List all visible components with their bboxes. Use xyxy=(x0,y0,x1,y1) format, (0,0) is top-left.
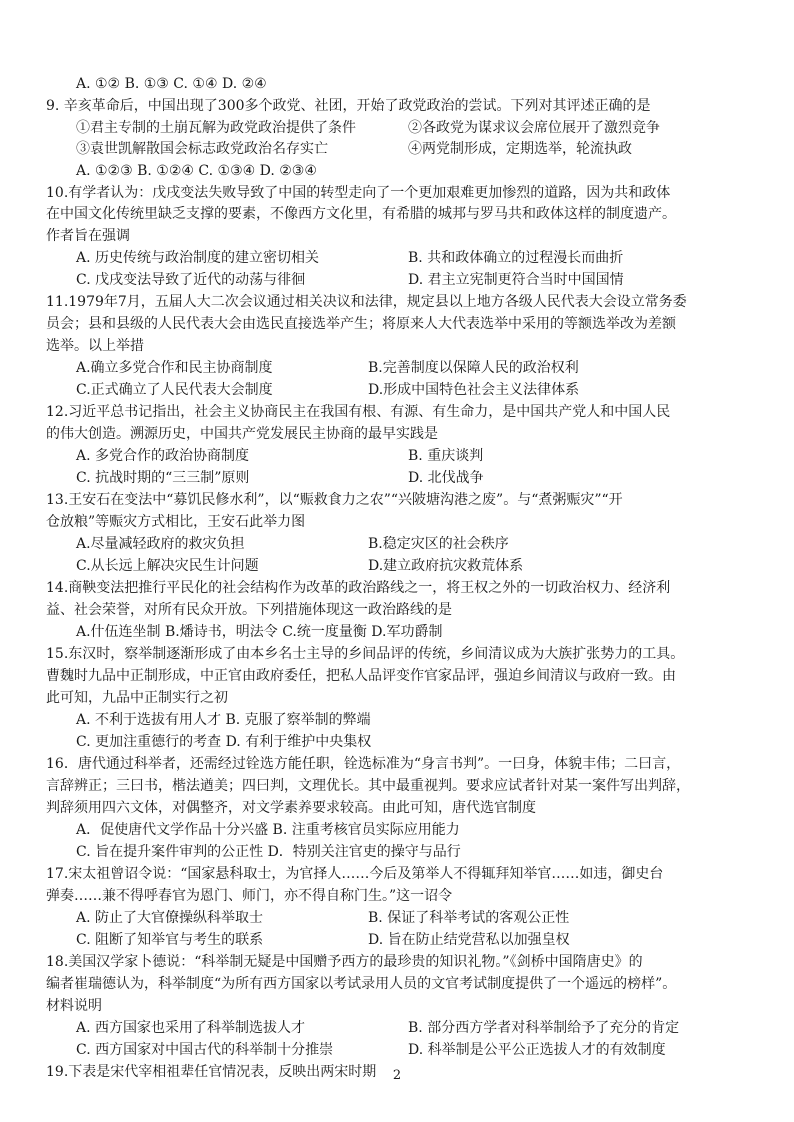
q9-stem: 9. 辛亥革命后，中国出现了300多个政党、社团，开始了政党政治的尝试。下列对其评述正确的是 xyxy=(46,98,651,114)
q17-option-d: D. 旨在防止结党营私以加强皇权 xyxy=(368,932,570,948)
q9-statement: ③袁世凯解散国会标志政党政治名存实亡 xyxy=(76,141,328,157)
q9-statement: ①君主专制的土崩瓦解为政党政治提供了条件 xyxy=(76,120,356,136)
q15-stem: 曹魏时九品中正制形成，中正官由政府委任，把私人品评变作官家品评，强迫乡间清议与政府一致。由 xyxy=(46,668,676,684)
q17-option-b: B. 保证了科举考试的客观公正性 xyxy=(368,910,570,926)
q18-option-d: D. 科举制是公平公正选拔人才的有效制度 xyxy=(408,1042,666,1058)
q17-option-a: A. 防止了大官僚操纵科举取士 xyxy=(76,910,264,926)
q15-options: A. 不利于选拔有用人才 B. 克服了察举制的弊端 xyxy=(76,712,371,728)
q15-options: C. 更加注重德行的考查 D. 有利于维护中央集权 xyxy=(76,734,372,750)
q15-stem: 此可知，九品中正制实行之初 xyxy=(46,690,228,706)
q16-stem: 判辞须用四六文体，对偶整齐，对文学素养要求较高。由此可知，唐代选官制度 xyxy=(46,800,536,816)
q19-stem: 19.下表是宋代宰相祖辈任官情况表，反映出两宋时期 xyxy=(46,1064,377,1080)
q13-stem: 仓放粮”等赈灾方式相比，王安石此举力图 xyxy=(46,514,306,530)
q13-option-d: D.建立政府抗灾救荒体系 xyxy=(368,558,524,574)
q10-option-a: A. 历史传统与政治制度的建立密切相关 xyxy=(76,250,320,266)
q11-stem: 11.1979年7月，五届人大二次会议通过相关决议和法律，规定县以上地方各级人民代表大会设立常务委 xyxy=(46,294,687,310)
q8-options: A. ①② B. ①③ C. ①④ D. ②④ xyxy=(76,76,267,92)
q18-stem: 18.美国汉学家卜德说：“科举制无疑是中国赠予西方的最珍贵的知识礼物。”《剑桥中国隋唐史》的 xyxy=(46,954,643,970)
q12-option-c: C. 抗战时期的“三三制”原则 xyxy=(76,470,250,486)
q9-statement: ④两党制形成，定期选举，轮流执政 xyxy=(408,141,632,157)
q9-options: A. ①②③ B. ①②④ C. ①③④ D. ②③④ xyxy=(76,163,317,179)
q16-options: C. 旨在提升案件审判的公正性 D．特别关注官吏的操守与品行 xyxy=(76,844,461,860)
q14-stem: 益、社会荣誉，对所有民众开放。下列措施体现这一政治路线的是 xyxy=(46,602,452,618)
q11-stem: 员会；县和县级的人民代表大会由选民直接选举产生；将原来人大代表选举中采用的等额选举改为差额 xyxy=(46,316,676,332)
q18-stem: 编者崔瑞德认为，科举制度“为所有西方国家以考试录用人员的文官考试制度提供了一个遥远的榜样”。 xyxy=(46,976,677,992)
q14-options: A.什伍连坐制 B.燔诗书，明法令 C.统一度量衡 D.军功爵制 xyxy=(76,624,443,640)
q11-option-c: C.正式确立了人民代表大会制度 xyxy=(76,382,273,398)
q9-statement: ②各政党为谋求议会席位展开了激烈竞争 xyxy=(408,120,660,136)
q15-stem: 15.东汉时，察举制逐渐形成了由本乡名士主导的乡间品评的传统，乡间清议成为大族扩张势力的工具。 xyxy=(46,646,685,662)
q11-option-d: D.形成中国特色社会主义法律体系 xyxy=(368,382,580,398)
q10-stem: 作者旨在强调 xyxy=(46,228,130,244)
q16-stem: 言辞辨正；三曰书，楷法遒美；四曰判，文理优长。其中最重视判。要求应试者针对某一案件写出判辞， xyxy=(46,778,690,794)
q12-stem: 的伟大创造。溯源历史，中国共产党发展民主协商的最早实践是 xyxy=(46,426,438,442)
q16-options: A．促使唐代文学作品十分兴盛 B. 注重考核官员实际应用能力 xyxy=(76,822,460,838)
q18-option-c: C. 西方国家对中国古代的科举制十分推崇 xyxy=(76,1042,334,1058)
q18-option-a: A. 西方国家也采用了科举制选拔人才 xyxy=(76,1020,306,1036)
q18-option-b: B. 部分西方学者对科举制给予了充分的肯定 xyxy=(408,1020,680,1036)
q14-stem: 14.商鞅变法把推行平民化的社会结构作为改革的政治路线之一，将王权之外的一切政治权力、经济利 xyxy=(46,580,671,596)
page-number: 2 xyxy=(392,1068,402,1083)
q10-option-c: C. 戊戌变法导致了近代的动荡与徘徊 xyxy=(76,272,306,288)
q13-option-a: A.尽量减轻政府的救灾负担 xyxy=(76,536,245,552)
q17-stem: 弹奏……兼不得呼春官为恩门、师门，亦不得自称门生。”这一诏令 xyxy=(46,888,453,904)
q10-stem: 10.有学者认为：戊戌变法失败导致了中国的转型走向了一个更加艰难更加惨烈的道路，因为共和政体 xyxy=(46,185,671,201)
q13-option-c: C.从长远上解决灾民生计问题 xyxy=(76,558,259,574)
q12-stem: 12.习近平总书记指出，社会主义协商民主在我国有根、有源、有生命力，是中国共产党人和中国人民 xyxy=(46,404,671,420)
q16-stem: 16．唐代通过科举者，还需经过铨选方能任职，铨选标准为“身言书判”。一曰身，体貌丰伟；二曰言， xyxy=(46,756,681,772)
q13-stem: 13.王安石在变法中“募饥民修水利”，以“赈救食力之农”“兴陂塘沟港之废”。与“煮粥赈灾”“开 xyxy=(46,492,623,508)
q12-option-d: D. 北伐战争 xyxy=(408,470,484,486)
q18-stem: 材料说明 xyxy=(46,998,102,1014)
q10-option-b: B. 共和政体确立的过程漫长而曲折 xyxy=(408,250,624,266)
q11-stem: 选举。以上举措 xyxy=(46,338,144,354)
q17-stem: 17.宋太祖曾诏令说：“国家悬科取士，为官择人……今后及第举人不得辄拜知举官……如违，御史台 xyxy=(46,866,664,882)
q17-option-c: C. 阻断了知举官与考生的联系 xyxy=(76,932,264,948)
q12-option-a: A. 多党合作的政治协商制度 xyxy=(76,448,250,464)
q11-option-a: A.确立多党合作和民主协商制度 xyxy=(76,360,273,376)
q13-option-b: B.稳定灾区的社会秩序 xyxy=(368,536,509,552)
q10-option-d: D. 君主立宪制更符合当时中国国情 xyxy=(408,272,624,288)
q11-option-b: B.完善制度以保障人民的政治权利 xyxy=(368,360,579,376)
q12-option-b: B. 重庆谈判 xyxy=(408,448,484,464)
q10-stem: 在中国文化传统里缺乏支撑的要素，不像西方文化里，有希腊的城邦与罗马共和政体这样的制度遗产。 xyxy=(46,206,676,222)
